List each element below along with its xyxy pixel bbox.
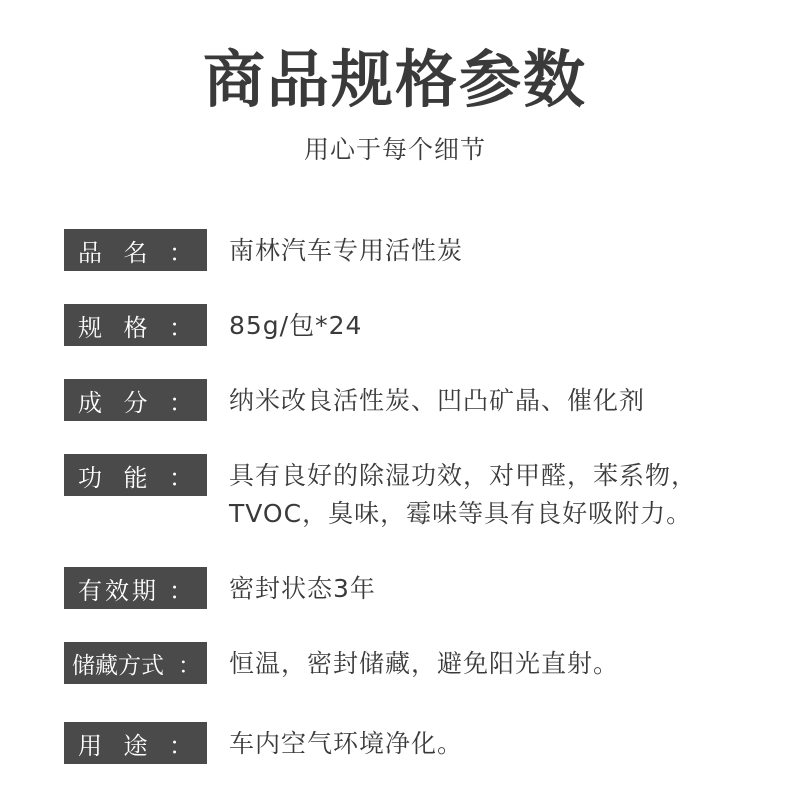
spec-label-usage: 用 途 ： xyxy=(64,722,207,764)
spec-label-function: 功 能 ： xyxy=(64,454,207,496)
spec-value-storage: 恒温，密封储藏，避免阳光直射。 xyxy=(229,649,620,678)
spec-label-storage: 储藏方式 ： xyxy=(64,642,207,684)
spec-value-name: 南林汽车专用活性炭 xyxy=(229,236,464,265)
spec-value-function: 具有良好的除湿功效，对甲醛，苯系物， TVOC，臭味，霉味等具有良好吸附力。 xyxy=(229,461,698,528)
spec-value-shelf-life: 密封状态3年 xyxy=(229,574,376,603)
page-title: 商品规格参数 xyxy=(202,43,587,116)
spec-value-usage: 车内空气环境净化。 xyxy=(229,729,464,758)
page-subtitle: 用心于每个细节 xyxy=(303,135,486,164)
spec-value-ingredients: 纳米改良活性炭、凹凸矿晶、催化剂 xyxy=(229,386,646,415)
spec-label-size: 规 格 ： xyxy=(64,304,207,346)
spec-value-size: 85g/包*24 xyxy=(229,311,363,340)
spec-label-name: 品 名 ： xyxy=(64,229,207,271)
spec-label-shelf-life: 有效期 ： xyxy=(64,567,207,609)
spec-label-ingredients: 成 分 ： xyxy=(64,379,207,421)
